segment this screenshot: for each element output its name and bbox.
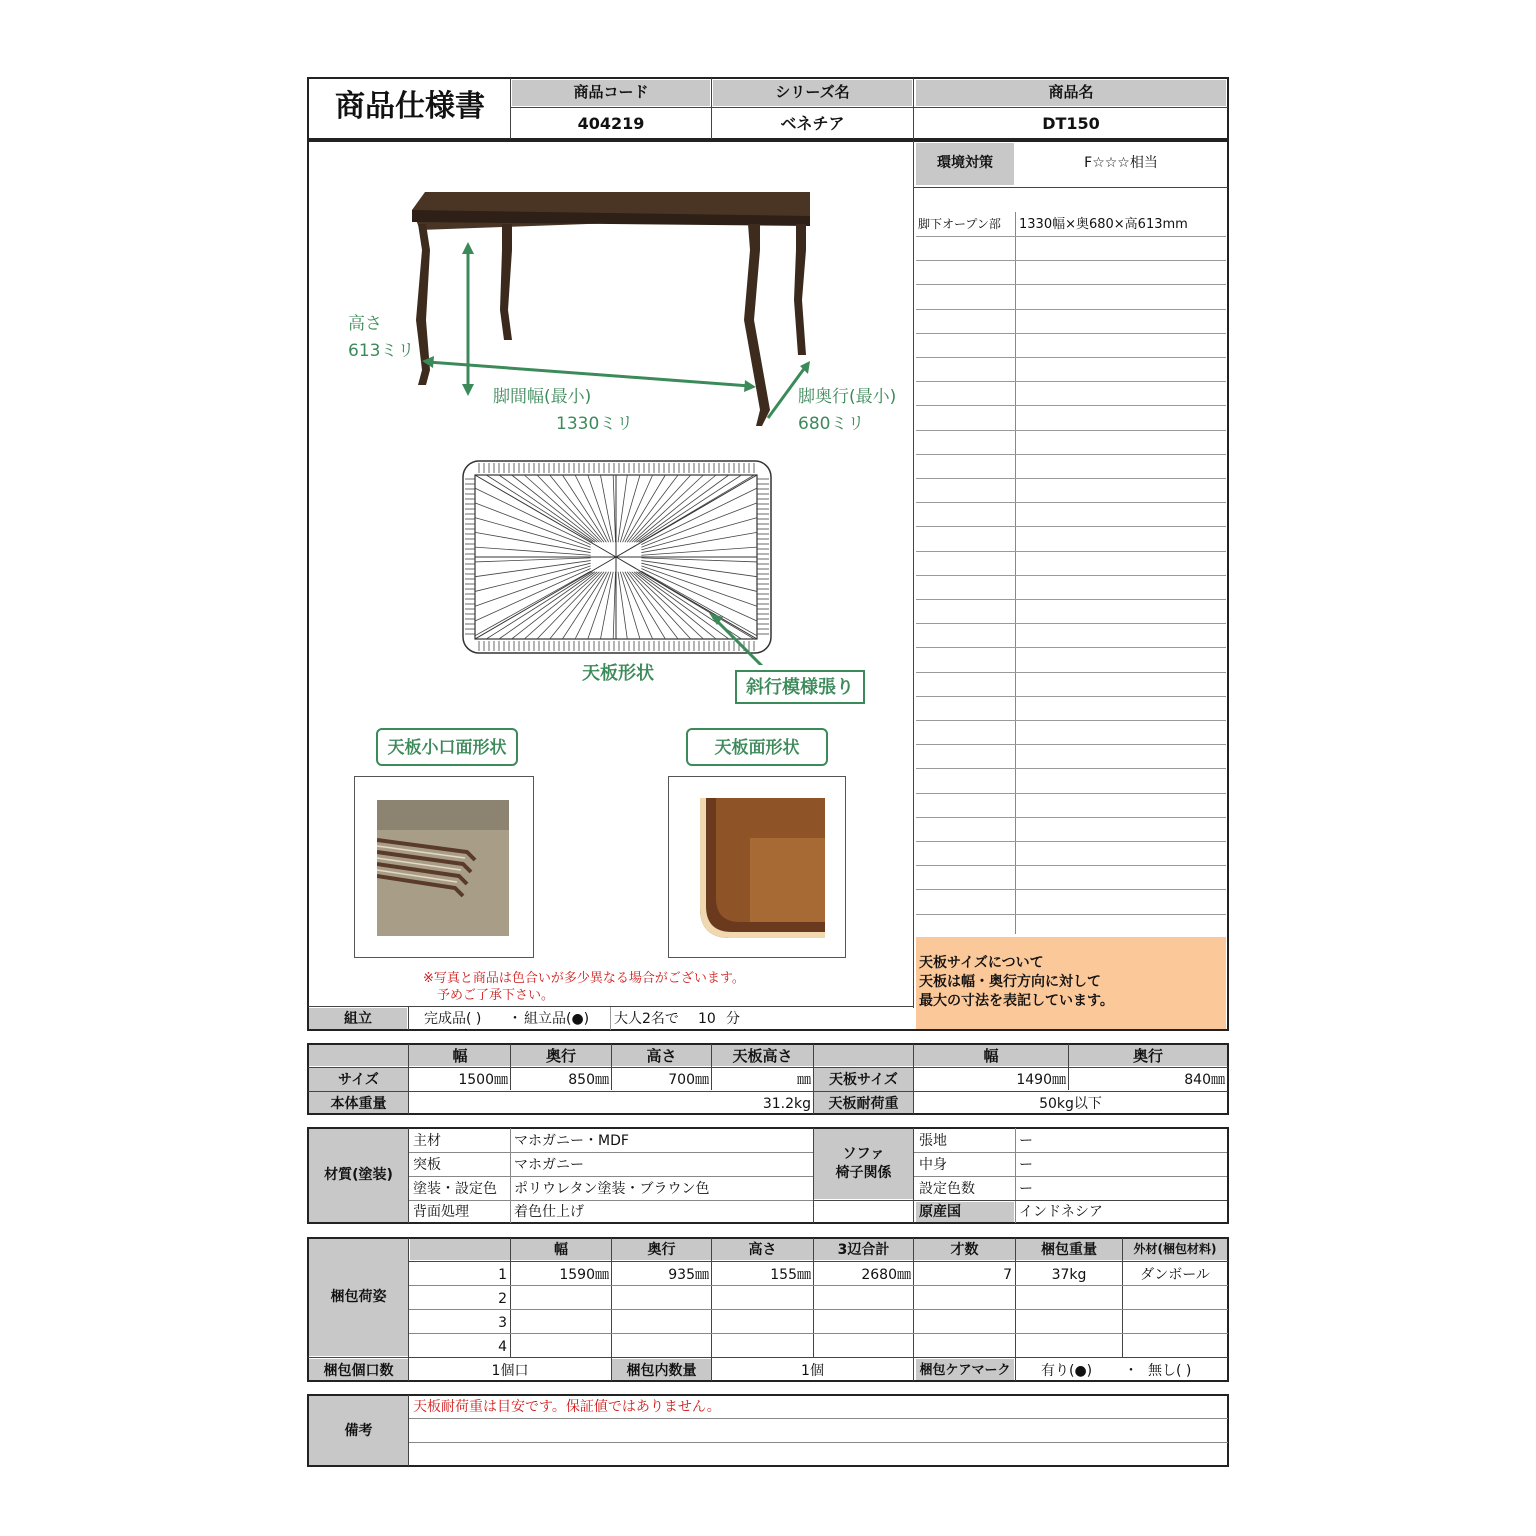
material-val-1: マホガニー・MDF: [514, 1133, 629, 1149]
top-shape-drawing: [455, 455, 785, 665]
assembly-people: 大人2名で: [614, 1011, 679, 1027]
weight-value: 31.2kg: [762, 1096, 811, 1112]
material-key-4: 背面処理: [413, 1204, 469, 1220]
sofa-val-2: ー: [1019, 1157, 1033, 1173]
env-value: F☆☆☆相当: [1084, 155, 1158, 171]
material-val-2: マホガニー: [514, 1157, 584, 1173]
care-mark-yes: 有り(●): [1041, 1363, 1093, 1379]
spec-grid-line: [916, 236, 1226, 237]
product-code-label: 商品コード: [573, 83, 649, 101]
edge-shape-label: 天板小口面形状: [387, 738, 507, 758]
size-label: サイズ: [338, 1072, 379, 1088]
weight-label: 本体重量: [330, 1096, 387, 1112]
note-line-3: 最大の寸法を表記しています。: [919, 993, 1114, 1009]
material-key-1: 主材: [413, 1133, 441, 1149]
spec-grid-line: [916, 551, 1226, 552]
pack-count-value: 1個口: [491, 1363, 529, 1379]
care-mark-no: 無し( ): [1148, 1363, 1192, 1379]
note-line-1: 天板サイズについて: [919, 955, 1044, 971]
pack-row-1-kg: 37kg: [1051, 1267, 1087, 1283]
spec-grid-line: [916, 357, 1226, 358]
sofa-val-1: ー: [1019, 1133, 1033, 1149]
top-shape-label: 天板形状: [582, 663, 654, 684]
series-label: シリーズ名: [775, 83, 850, 101]
packing-label: 梱包荷姿: [330, 1289, 387, 1305]
pack-h-depth: 奥行: [647, 1242, 676, 1258]
sofa-label-2: 椅子関係: [835, 1165, 892, 1181]
product-name-label: 商品名: [1048, 83, 1094, 101]
pack-row-1-d: 935㎜: [668, 1267, 709, 1283]
size-height: 700㎜: [668, 1072, 709, 1088]
spec-grid-line: [916, 599, 1226, 600]
sofa-val-3: ー: [1019, 1181, 1033, 1197]
series-value: ベネチア: [780, 114, 845, 133]
sofa-key-3: 設定色数: [919, 1181, 975, 1197]
care-mark-dot: ・: [1124, 1363, 1138, 1379]
sofa-key-1: 張地: [919, 1133, 947, 1149]
pack-inner-label: 梱包内数量: [626, 1363, 697, 1379]
disclaimer-line-1: ※写真と商品は色合いが多少異なる場合がございます。: [423, 971, 745, 986]
top-size-depth: 840㎜: [1184, 1072, 1225, 1088]
material-val-3: ポリウレタン塗装・ブラウン色: [514, 1181, 710, 1197]
spec-grid-line: [916, 914, 1226, 915]
assembly-label: 組立: [344, 1011, 372, 1027]
spec-grid-line: [916, 865, 1226, 866]
spec-grid-line: [916, 672, 1226, 673]
origin-value: インドネシア: [1019, 1204, 1103, 1220]
spec-grid-line: [916, 793, 1226, 794]
height-value: 613ミリ: [348, 341, 415, 361]
leg-open-label: 脚下オープン部: [918, 218, 1001, 230]
pack-h-height: 高さ: [748, 1242, 777, 1258]
pack-h-width: 幅: [554, 1242, 568, 1258]
leg-depth-label: 脚奥行(最小): [798, 387, 897, 407]
spec-grid-line: [916, 405, 1226, 406]
spec-grid-line: [916, 889, 1226, 890]
size-h-top-height: 天板高さ: [732, 1047, 793, 1065]
spec-grid-line: [916, 744, 1226, 745]
size-width: 1500㎜: [458, 1072, 508, 1088]
origin-label: 原産国: [919, 1204, 961, 1220]
assembly-dot: ・: [508, 1011, 522, 1027]
height-label: 高さ: [348, 314, 382, 334]
pack-row-2-n: 2: [498, 1291, 507, 1307]
pack-row-1-sai: 7: [1003, 1267, 1012, 1283]
product-code-value: 404219: [577, 114, 645, 133]
material-label: 材質(塗装): [324, 1167, 393, 1183]
spec-grid-line: [916, 817, 1226, 818]
material-key-2: 突板: [413, 1157, 441, 1173]
table-drawing: [330, 180, 910, 450]
pack-inner-value: 1個: [801, 1363, 824, 1379]
pattern-label: 斜行模様張り: [746, 677, 854, 698]
material-key-3: 塗装・設定色: [413, 1181, 497, 1197]
leg-open-value: 1330幅×奥680×高613mm: [1019, 217, 1188, 232]
spec-grid-line: [916, 381, 1226, 382]
sofa-key-2: 中身: [919, 1157, 947, 1173]
spec-grid-line: [916, 284, 1226, 285]
leg-width-value: 1330ミリ: [556, 414, 634, 434]
edge-photo: [377, 800, 509, 936]
pack-row-3-n: 3: [498, 1315, 507, 1331]
remarks-label: 備考: [344, 1423, 373, 1439]
spec-grid-line: [916, 696, 1226, 697]
material-val-4: 着色仕上げ: [514, 1204, 584, 1220]
pack-row-1-h: 155㎜: [770, 1267, 811, 1283]
size-depth: 850㎜: [568, 1072, 609, 1088]
pack-row-1-n: 1: [498, 1267, 507, 1283]
spec-grid-line: [916, 502, 1226, 503]
assembly-kit: 組立品(●): [524, 1011, 590, 1027]
size-top-height: ㎜: [797, 1072, 811, 1088]
remarks-text: 天板耐荷重は目安です。保証値ではありません。: [413, 1399, 721, 1415]
top-size-width: 1490㎜: [1016, 1072, 1066, 1088]
pack-h-material: 外材(梱包材料): [1133, 1242, 1217, 1256]
face-shape-label: 天板面形状: [714, 738, 800, 758]
env-label: 環境対策: [937, 155, 993, 171]
disclaimer-line-2: 予めご了承下さい。: [437, 988, 555, 1003]
spec-grid-line: [916, 841, 1226, 842]
top-size-label: 天板サイズ: [829, 1072, 898, 1088]
leg-depth-value: 680ミリ: [798, 414, 865, 434]
spec-grid-line: [916, 647, 1226, 648]
spec-grid-line: [916, 720, 1226, 721]
spec-grid-line: [916, 623, 1226, 624]
pack-row-1-sum: 2680㎜: [861, 1267, 911, 1283]
spec-grid-line: [916, 309, 1226, 310]
spec-grid-line: [916, 768, 1226, 769]
spec-grid-line: [916, 575, 1226, 576]
pack-row-1-mat: ダンボール: [1140, 1267, 1210, 1283]
leg-width-label: 脚間幅(最小): [493, 387, 592, 407]
product-name-value: DT150: [1042, 114, 1100, 133]
spec-grid-line: [916, 430, 1226, 431]
pack-count-label: 梱包個口数: [323, 1363, 394, 1379]
load-value: 50kg以下: [1039, 1096, 1102, 1112]
sofa-label-1: ソファ: [842, 1146, 885, 1162]
doc-title: 商品仕様書: [335, 89, 485, 124]
spec-grid-line: [916, 260, 1226, 261]
note-line-2: 天板は幅・奥行方向に対して: [919, 974, 1101, 990]
spec-grid-line: [916, 454, 1226, 455]
pack-row-1-w: 1590㎜: [559, 1267, 609, 1283]
size-h-top-depth: 奥行: [1132, 1047, 1163, 1065]
load-label: 天板耐荷重: [828, 1096, 899, 1112]
assembly-unit: 分: [726, 1011, 740, 1027]
pack-h-sum: 3辺合計: [837, 1242, 890, 1258]
assembly-minutes: 10: [698, 1011, 716, 1027]
size-h-height: 高さ: [646, 1047, 677, 1065]
pack-row-4-n: 4: [498, 1339, 507, 1355]
size-h-width: 幅: [452, 1047, 468, 1065]
spec-grid-line: [916, 333, 1226, 334]
size-h-depth: 奥行: [545, 1047, 576, 1065]
pack-h-weight: 梱包重量: [1041, 1242, 1097, 1258]
care-mark-label: 梱包ケアマーク: [919, 1363, 1011, 1378]
spec-grid-line: [916, 478, 1226, 479]
size-h-top-width: 幅: [983, 1047, 999, 1065]
spec-grid-line: [916, 526, 1226, 527]
face-photo: [690, 798, 825, 938]
assembly-complete: 完成品( ): [424, 1011, 482, 1027]
pack-h-sai: 才数: [950, 1242, 979, 1258]
